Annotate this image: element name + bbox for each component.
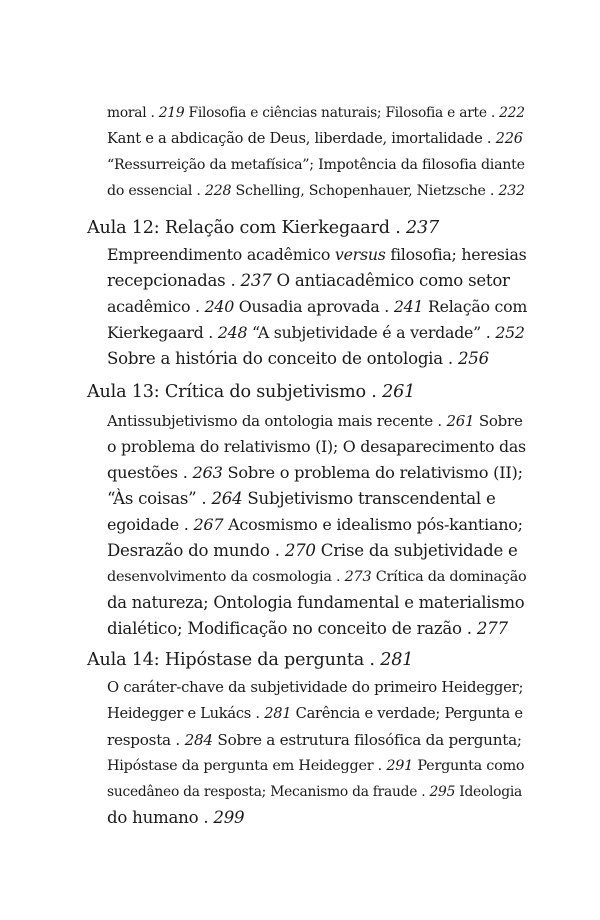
- toc-line: Hipóstase da pergunta em Heidegger . 291 Pergunta como: [107, 758, 525, 774]
- page-number: 295: [429, 784, 456, 800]
- page-number: 252: [495, 323, 525, 342]
- toc-line: Antissubjetivismo da ontologia mais recente . 261 Sobre: [107, 412, 523, 430]
- page-number: 241: [393, 297, 424, 316]
- toc-line: “Ressurreição da metafísica”; Impotência da filosofia diante: [107, 157, 525, 173]
- page-number: 248: [217, 323, 248, 342]
- toc-line: O caráter-chave da subjetividade do primeiro Heidegger;: [107, 679, 524, 696]
- toc-line: acadêmico . 240 Ousadia aprovada . 241 Relação com: [107, 297, 528, 316]
- page-number: 291: [386, 758, 414, 774]
- page-number: 270: [284, 541, 316, 560]
- toc-line: Kierkegaard . 248 “A subjetividade é a verdade” . 252: [107, 323, 525, 342]
- page-number: 281: [380, 650, 414, 670]
- chapter-heading-aula-13: Aula 13: Crítica do subjetivismo . 261: [87, 382, 416, 402]
- page-number: 222: [499, 105, 525, 121]
- page-number: 219: [158, 105, 185, 121]
- page-number: 284: [184, 731, 213, 749]
- toc-line: Kant e a abdicação de Deus, liberdade, imortalidade . 226: [107, 130, 523, 147]
- toc-line: da natureza; Ontologia fundamental e materialismo: [107, 593, 525, 612]
- page-number: 232: [498, 183, 525, 199]
- page-number: 277: [476, 619, 508, 638]
- page-number: 281: [264, 705, 292, 722]
- page-number: 264: [211, 489, 243, 508]
- toc-entry-aula-14: [107, 675, 527, 831]
- page-number: 299: [213, 808, 245, 827]
- toc-line: “Às coisas” . 264 Subjetivismo transcendental e: [107, 489, 496, 508]
- toc-line: Heidegger e Lukács . 281 Carência e verdade; Pergunta e: [107, 705, 523, 722]
- toc-line: egoidade . 267 Acosmismo e idealismo pós-kantiano;: [107, 515, 523, 534]
- page-number: 273: [344, 569, 372, 585]
- toc-line: desenvolvimento da cosmologia . 273 Crítica da dominação: [107, 569, 527, 585]
- page-number: 228: [204, 183, 232, 199]
- toc-line: do humano . 299: [107, 808, 245, 827]
- page-number: 261: [382, 382, 416, 402]
- toc-line: Sobre a história do conceito de ontologia . 256: [107, 349, 489, 368]
- toc-line: sucedâneo da resposta; Mecanismo da fraude . 295 Ideologia: [107, 784, 522, 800]
- page-number: 226: [495, 130, 523, 147]
- toc-entry-continuation: [107, 100, 527, 204]
- toc-line: questões . 263 Sobre o problema do relativismo (II);: [107, 463, 523, 482]
- page-number: 237: [240, 271, 272, 290]
- toc-line: resposta . 284 Sobre a estrutura filosófica da pergunta;: [107, 731, 522, 749]
- toc-line: Empreendimento acadêmico versus filosofia; heresias: [107, 245, 527, 264]
- toc-entry-aula-12: [107, 242, 527, 372]
- toc-entry-aula-13: [107, 408, 527, 642]
- chapter-heading-aula-12: Aula 12: Relação com Kierkegaard . 237: [87, 218, 440, 238]
- page-number: 267: [193, 515, 224, 534]
- toc-line: Desrazão do mundo . 270 Crise da subjetividade e: [107, 541, 518, 560]
- toc-line: recepcionadas . 237 O antiacadêmico como setor: [107, 271, 510, 290]
- page-number: 240: [204, 297, 235, 316]
- page-number: 263: [192, 463, 223, 482]
- page-number: 256: [457, 349, 489, 368]
- toc-line: moral . 219 Filosofia e ciências naturais; Filosofia e arte . 222: [107, 105, 525, 121]
- chapter-heading-aula-14: Aula 14: Hipóstase da pergunta . 281: [87, 650, 414, 670]
- page-number: 261: [446, 412, 475, 430]
- page-number: 237: [406, 218, 440, 238]
- toc-line: dialético; Modificação no conceito de razão . 277: [107, 619, 508, 638]
- toc-line: do essencial . 228 Schelling, Schopenhauer, Nietzsche . 232: [107, 183, 525, 199]
- toc-line: o problema do relativismo (I); O desaparecimento das: [107, 437, 526, 456]
